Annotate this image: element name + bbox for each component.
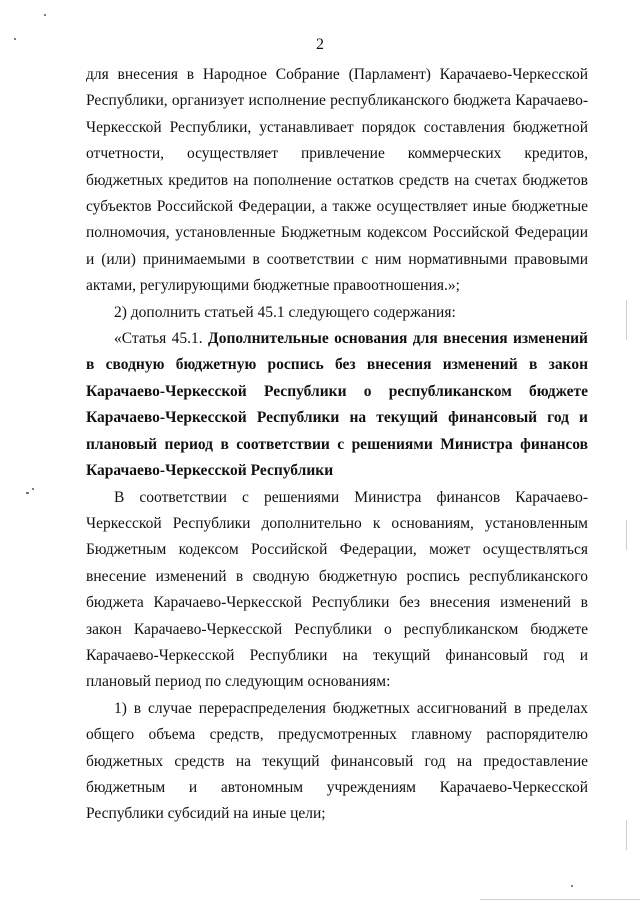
article-45-1-heading	[86, 326, 588, 484]
paragraph-continuation: для внесения в Народное Собрание (Парламент) Карачаево-Черкесской Республики, организует исполнение республиканского бюджета Карачаево-Черкесской Республики, устанавливает порядок составления бюджетной отчетности, осуществляет привлечение коммерческих кредитов, бюджетных кредитов на пополнение остатков средств на счетах бюджетов субъектов Российской Федерации, а также осуществляет иные бюджетные полномочия, установленные Бюджетным кодексом Российской Федерации и (или) принимаемыми в соответствии с ним нормативными правовыми актами, регулирующими бюджетные правоотношения.»;	[86, 66, 588, 295]
scan-speck	[44, 14, 46, 16]
paragraph-item-1: 1) в случае перераспределения бюджетных ассигнований в пределах общего объема средств, предусмотренных главному распорядителю бюджетных средств на текущий финансовый год на предоставление бюджетным и автономным учреждениям Карачаево-Черкесской Республики субсидий на иные цели;	[86, 699, 588, 823]
scan-bottom-line	[480, 899, 640, 900]
scan-speck	[571, 885, 573, 887]
article-prefix: «Статья 45.1.	[114, 330, 209, 348]
scan-edge-line	[626, 300, 627, 340]
scan-edge-line	[626, 520, 627, 550]
scan-speck	[26, 492, 29, 494]
paragraph-amendment-item-2: 2) дополнить статьей 45.1 следующего содержания:	[114, 303, 456, 321]
scan-edge-line	[626, 820, 627, 850]
paragraph-article-body: В соответствии с решениями Министра финансов Карачаево-Черкесской Республики дополнительно к основаниям, установленным Бюджетным кодексом Российской Федерации, может осуществляться внесение изменений в сводную бюджетную роспись республиканского бюджета Карачаево-Черкесской Республики без внесения изменений в закон Карачаево-Черкесской Республики о республиканском бюджете Карачаево-Черкесской Республики на текущий финансовый год и плановый период по следующим основаниям:	[86, 488, 588, 691]
article-title: Дополнительные основания для внесения изменений в сводную бюджетную роспись без внесения изменений в закон Карачаево-Черкесской Республики о республиканском бюджете Карачаево-Черкесской Республики на текущий финансовый год и плановый период в соответствии с решениями Министра финансов Карачаево-Черкесской Республики	[86, 330, 588, 480]
document-body	[86, 62, 588, 828]
page-number: 2	[316, 36, 324, 53]
scan-speck	[14, 38, 16, 40]
scan-speck	[32, 488, 34, 490]
